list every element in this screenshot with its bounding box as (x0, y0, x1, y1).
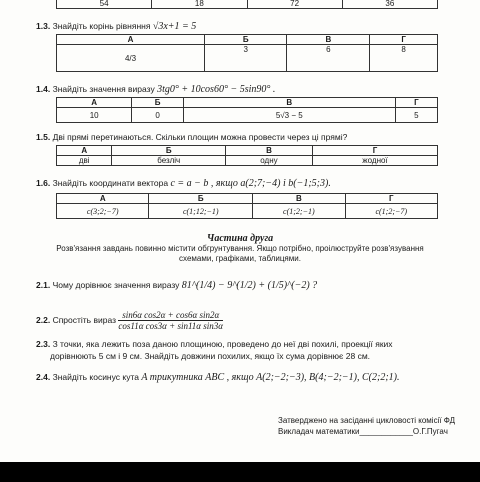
teacher-label: Викладач математики (278, 427, 360, 436)
equation: c = a − b , якщо a(2;7;−4) і b(−1;5;3). (170, 178, 331, 189)
option-header: Б (205, 35, 287, 45)
table-cell: 72 (247, 0, 342, 9)
question-text: Знайдіть координати вектора (52, 178, 169, 188)
fraction (118, 310, 223, 331)
question-number: 1.4. (36, 84, 51, 94)
option-header: В (225, 146, 312, 156)
option-header: В (183, 98, 395, 108)
question-text: Знайдіть косинус кута (52, 372, 139, 382)
table-cell: 36 (342, 0, 437, 9)
question-number: 2.3. (36, 339, 51, 349)
option-value: 5√3 − 5 (183, 108, 395, 123)
equation: A трикутника ABC , якщо A(2;−2;−3), B(4;−2;−1), C(2;2;1). (141, 372, 400, 383)
option-value: 0 (132, 108, 183, 123)
approval-note: Затверджено на засіданні цикловості комісії ФД (278, 416, 456, 425)
question-1-6 (36, 178, 331, 189)
answer-table-top (56, 0, 438, 9)
option-value: c(1;2;−1) (253, 204, 345, 219)
equation: 81^(1/4) − 9^(1/2) + (1/5)^(−2) ? (181, 280, 318, 291)
question-2-2 (36, 310, 223, 331)
question-number: 1.5. (36, 132, 51, 142)
table-cell: 18 (152, 0, 247, 9)
answer-table-1-3 (56, 34, 438, 72)
option-header: А (57, 194, 149, 204)
option-header: Б (132, 98, 183, 108)
option-value: жодної (312, 156, 437, 166)
section-note: Розв'язання завдань повинно містити обгрунтування. Якщо потрібно, проілюструйте розв'язування схемами, графіками, таблицями. (56, 244, 424, 263)
question-1-4 (36, 84, 275, 95)
question-2-3-cont (50, 351, 370, 361)
equation: 3tg0° + 10cos60° − 5sin90° . (157, 84, 276, 95)
option-header: Г (345, 194, 437, 204)
answer-table-1-5 (56, 145, 438, 166)
section-title: Частина друга (206, 233, 274, 244)
option-value: 10 (57, 108, 132, 123)
option-header: А (57, 35, 205, 45)
option-value: 6 (287, 45, 370, 72)
fraction-denominator: cos11α cos3α + sin11α sin3α (118, 321, 224, 331)
option-header: Б (149, 194, 253, 204)
option-header: Г (395, 98, 437, 108)
option-value: безліч (112, 156, 226, 166)
question-text: Дві прямі перетинаються. Скільки площин можна провести через ці прямі? (52, 132, 348, 142)
option-value: дві (57, 156, 112, 166)
question-2-1 (36, 280, 317, 291)
option-value: 4/3 (57, 45, 205, 72)
table-cell: 54 (57, 0, 152, 9)
option-header: В (253, 194, 345, 204)
question-text: Знайдіть значення виразу (52, 84, 155, 94)
bottom-bar (0, 462, 480, 482)
option-value: c(3;2;−7) (57, 204, 149, 219)
question-text: Чому дорівнює значення виразу (52, 280, 180, 290)
option-value: c(1;2;−7) (345, 204, 437, 219)
question-1-3 (36, 21, 196, 32)
option-header: Б (112, 146, 226, 156)
question-number: 2.4. (36, 372, 51, 382)
answer-table-1-4 (56, 97, 438, 123)
question-number: 2.2. (36, 314, 51, 325)
question-number: 2.1. (36, 280, 51, 290)
question-2-4 (36, 372, 399, 383)
question-text: дорівнюють 5 см і 9 см. Знайдіть довжини похилих, якщо їх сума дорівнює 28 см. (50, 351, 371, 361)
option-header: Г (370, 35, 438, 45)
option-value: 5 (395, 108, 437, 123)
option-header: Г (312, 146, 437, 156)
signature-line: ____________О.Г.Пугач (359, 427, 448, 436)
fraction-numerator: sin6α cos2α + cos6α sin2α (118, 310, 223, 321)
question-text: Спростіть вираз (52, 314, 116, 325)
question-text: Знайдіть корінь рівняння (52, 21, 151, 31)
option-header: А (57, 98, 132, 108)
question-1-5 (36, 132, 347, 142)
question-number: 1.3. (36, 21, 51, 31)
option-header: В (287, 35, 370, 45)
teacher-line (278, 427, 448, 436)
option-value: 8 (370, 45, 438, 72)
option-value: одну (225, 156, 312, 166)
question-number: 1.6. (36, 178, 51, 188)
option-value: 3 (205, 45, 287, 72)
option-value: c(1;12;−1) (149, 204, 253, 219)
equation: √3x+1 = 5 (152, 21, 197, 32)
answer-table-1-6 (56, 193, 438, 219)
option-header: А (57, 146, 112, 156)
question-text: З точки, яка лежить поза даною площиною, проведено до неї дві похилі, проекції яких (52, 339, 393, 349)
question-2-3 (36, 339, 393, 349)
